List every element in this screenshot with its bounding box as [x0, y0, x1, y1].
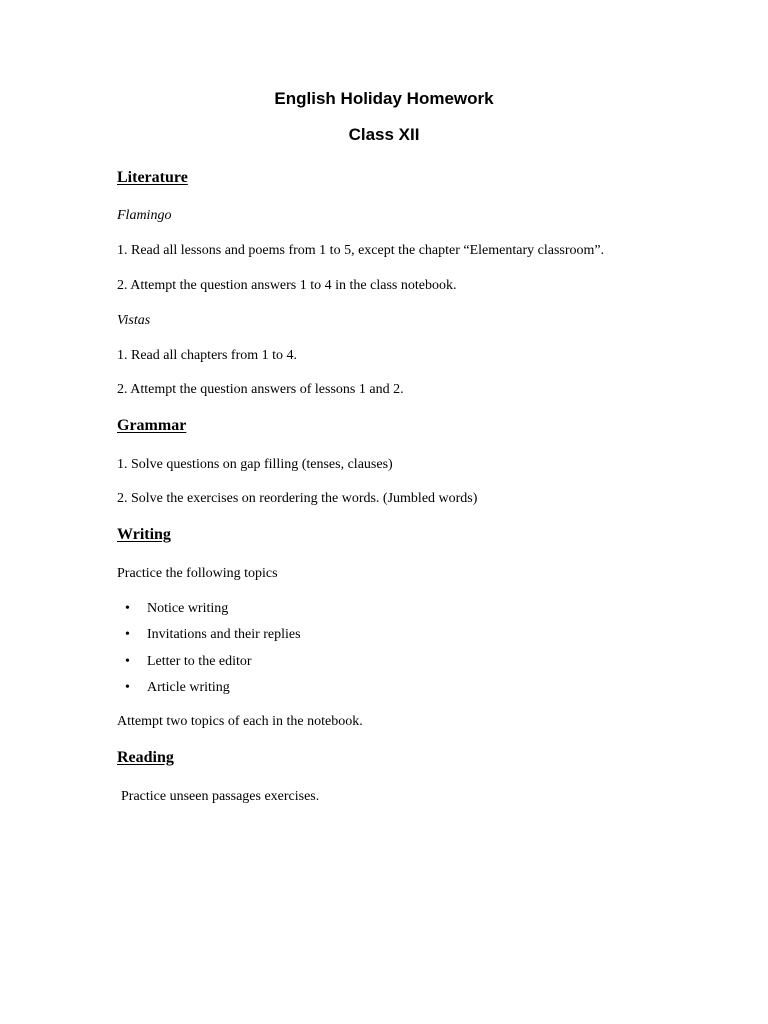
bullet-icon: •: [125, 601, 130, 616]
writing-note: Attempt two topics of each in the notebook.: [117, 714, 363, 729]
writing-heading: Writing: [117, 526, 171, 543]
vistas-item-1: 1. Read all chapters from 1 to 4.: [117, 348, 298, 363]
flamingo-item-2: 2. Attempt the question answers 1 to 4 in the class notebook.: [117, 278, 457, 293]
bullet-icon: •: [125, 627, 130, 642]
writing-topic-1: Notice writing: [147, 601, 229, 616]
document-title: English Holiday Homework: [274, 89, 494, 108]
bullet-icon: •: [125, 654, 130, 669]
writing-topic-3: Letter to the editor: [147, 654, 252, 669]
flamingo-label: Flamingo: [117, 208, 172, 223]
writing-topic-2: Invitations and their replies: [147, 627, 301, 642]
literature-heading: Literature: [117, 169, 188, 186]
reading-heading: Reading: [117, 749, 174, 766]
flamingo-item-1: 1. Read all lessons and poems from 1 to 5, except the chapter “Elementary classroom”.: [117, 243, 605, 258]
writing-intro: Practice the following topics: [117, 566, 278, 581]
vistas-label: Vistas: [117, 313, 151, 328]
vistas-item-2: 2. Attempt the question answers of lessons 1 and 2.: [117, 382, 404, 397]
bullet-icon: •: [125, 680, 130, 695]
reading-text: Practice unseen passages exercises.: [121, 789, 320, 804]
class-label: Class XII: [348, 125, 420, 144]
writing-topic-4: Article writing: [147, 680, 230, 695]
grammar-item-2: 2. Solve the exercises on reordering the words. (Jumbled words): [117, 491, 478, 506]
grammar-item-1: 1. Solve questions on gap filling (tenses, clauses): [117, 457, 393, 472]
grammar-heading: Grammar: [117, 417, 187, 434]
